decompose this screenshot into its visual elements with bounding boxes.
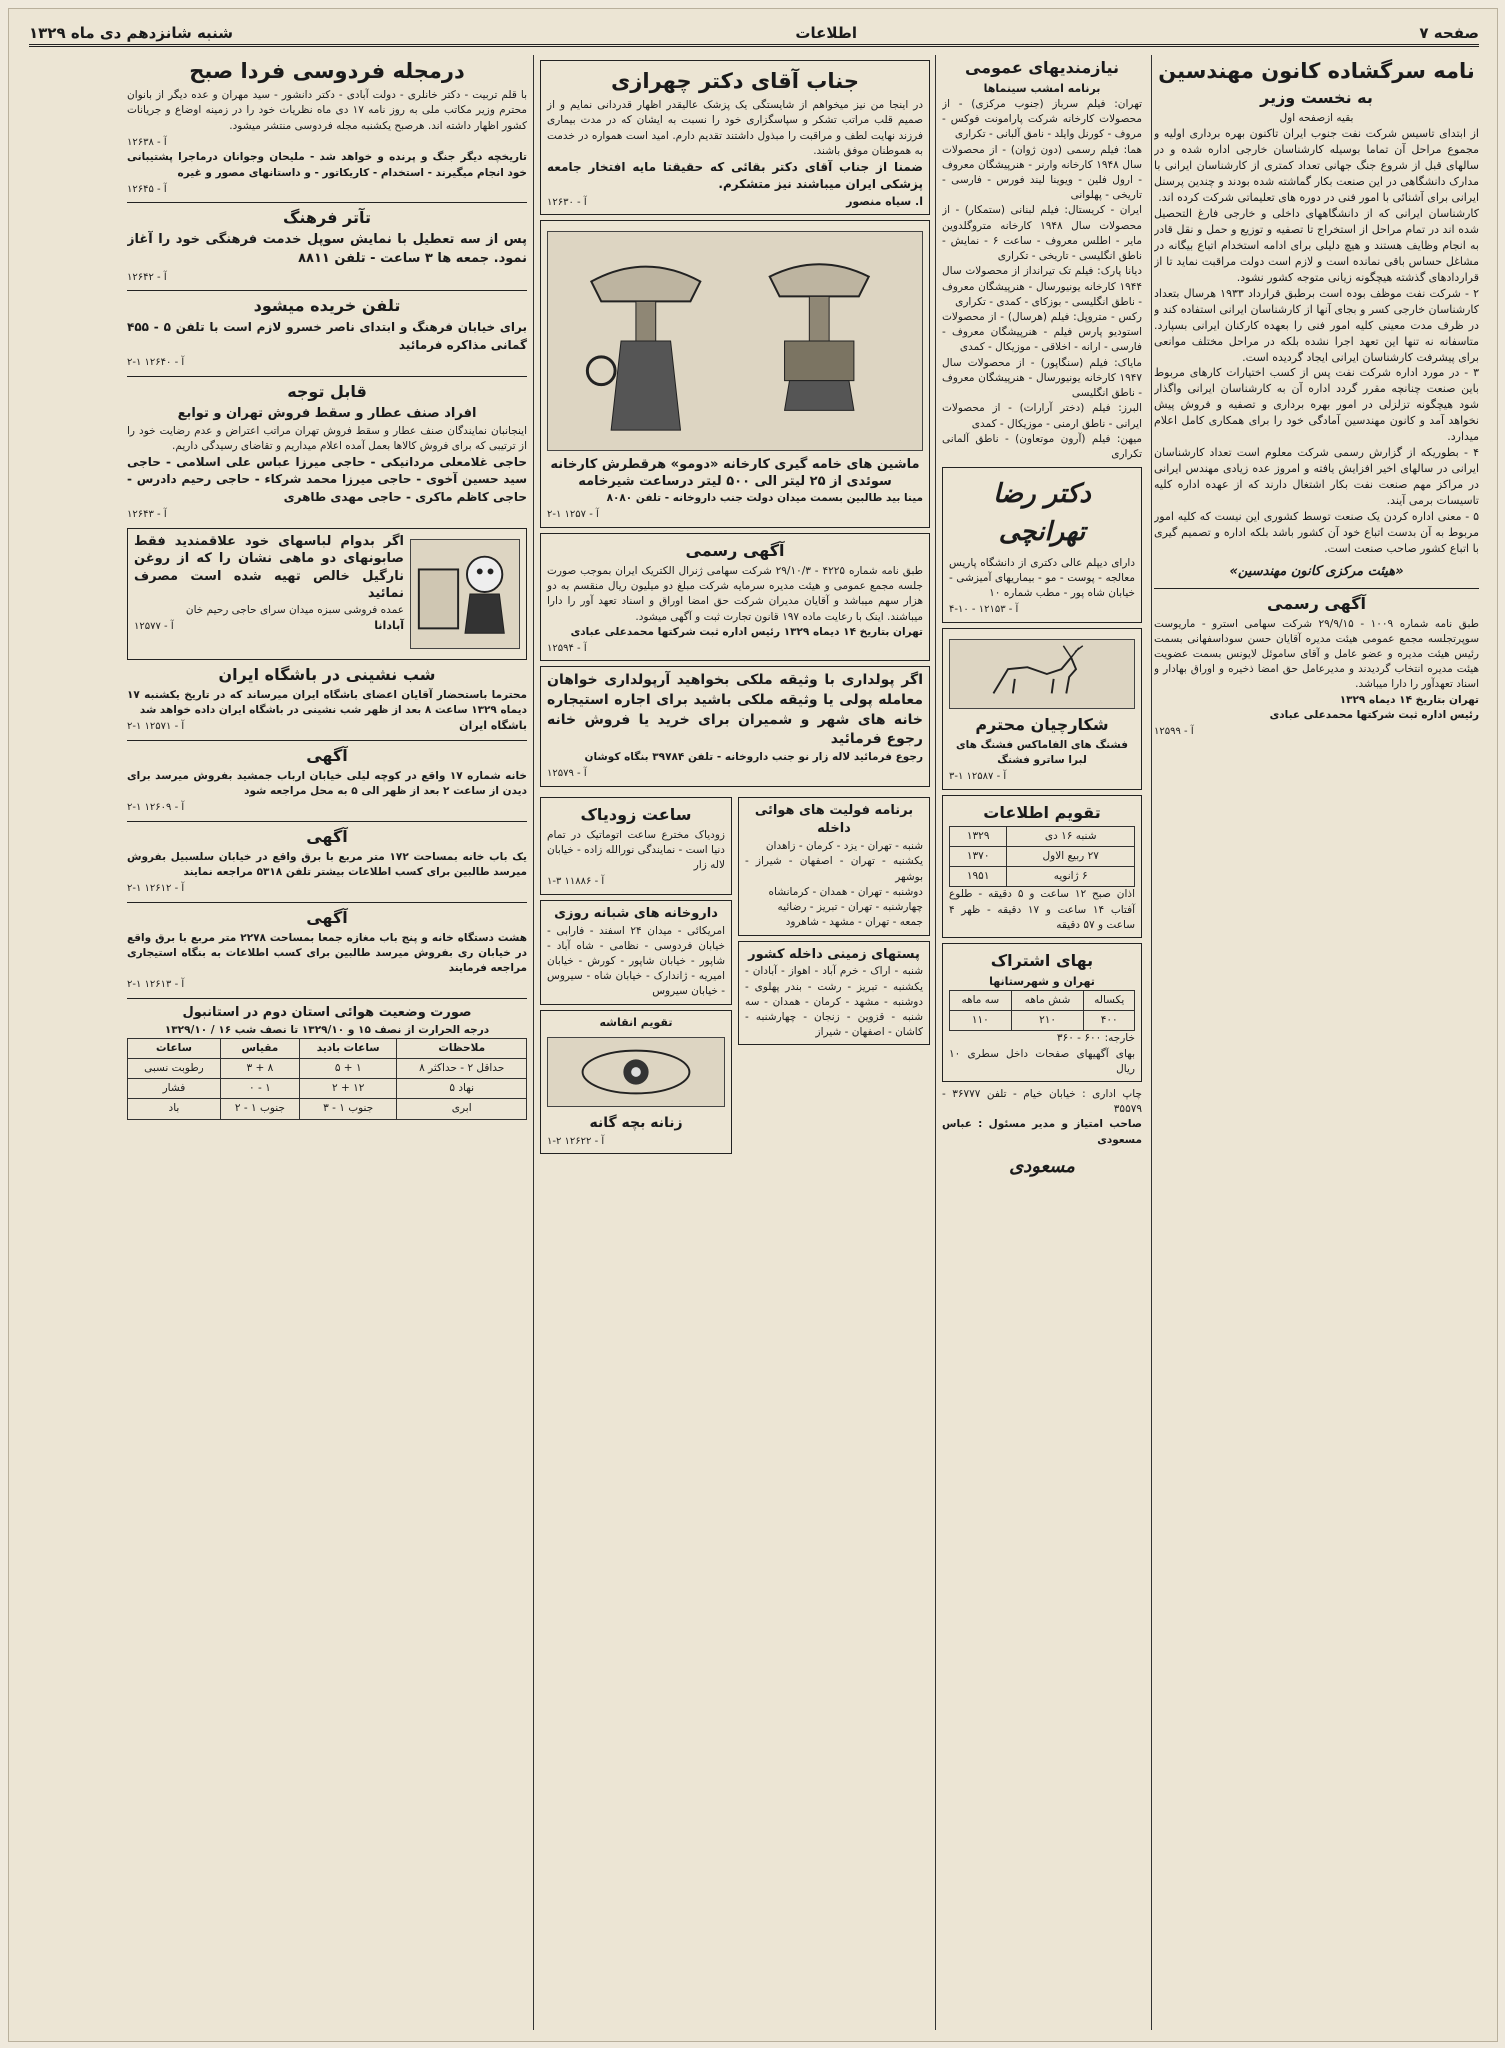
ad-reference: آ - ۱۲۱۵۳ - ۱۰-۴ <box>949 604 1019 616</box>
paragraph: کارشناسان ایرانی که از دانشگاههای داخلی و خارجی فارغ التحصیل شده اند در تمام مراحل از استخراج تا تصفیه و توزیع و حمل و نقل قادر به انجام وظایف هستند و هیچ دلیلی برای ادامه استخدام اتباع بیگانه در مشاغل حساس باقی نمانده است و لازم است دولت مراقبت نماید تا از قراردادهای گذشته هیچگونه زیانی متوجه کشور نشود. <box>1154 207 1479 284</box>
table-row <box>950 1011 1135 1031</box>
flight-row: دوشنبه - تهران - همدان - کرمانشاه <box>768 885 923 898</box>
signature: «هیئت مرکزی کانون مهندسین» <box>1229 563 1404 579</box>
ad-reference: آ - ۱۲۶۱۲ ۱-۲ <box>127 883 185 895</box>
post-box <box>738 941 930 1046</box>
table-cell: رطوبت نسبی <box>128 1058 221 1078</box>
ad-rate-note: بهای آگهیهای صفحات داخل سطری ۱۰ ریال <box>949 1047 1135 1075</box>
flights-box <box>738 797 930 936</box>
subscription-box <box>942 943 1142 1082</box>
eye-icon <box>548 1038 724 1106</box>
ad-reference: آ - ۱۲۶۲۲ ۲-۱ <box>547 1135 605 1147</box>
post-title: پستهای زمینی داخله کشور <box>748 946 920 962</box>
ad-reference: آ - ۱۲۶۳۸ <box>127 136 167 148</box>
soap-brand: آبادانا <box>374 619 404 633</box>
subscription-title: بهای اشتراک <box>990 950 1094 970</box>
divider <box>1154 588 1479 589</box>
ad-reference: آ - ۱۲۶۴۳ <box>127 509 167 521</box>
weather-subtitle: درجه الحرارت از نصف ۱۵ و ۱۳۲۹/۱۰ تا نصف شب ۱۶ / ۱۳۲۹/۱۰ <box>164 1023 490 1036</box>
table-row <box>950 826 1135 846</box>
eye-ad-title: تقویم انقاشه <box>599 1015 673 1029</box>
ad-reference: آ - ۱۲۵۸۷ ۱-۳ <box>949 771 1007 783</box>
pharmacy-box <box>540 900 732 1005</box>
notice-title: قابل توجه <box>287 381 367 401</box>
paragraph: از ابتدای تاسیس شرکت نفت جنوب ایران تاکنون بهره برداری اولیه و مجموع مراحل آن تماما بوسیله کارشناسان خارجی اداره شده و در سالهای قبل از شروع جنگ جهانی تعداد کمتری از کارشناسان ایرانی با مدارک دانشگاهی در این صنعت بکار گماشته شده بودند و چندین پرسنل ایرانی برای آشنائی با امور فنی در دوره های تعلیماتی شرکت کرده اند. <box>1154 127 1479 205</box>
flights-column <box>738 792 930 1160</box>
paragraph: ۲ - شرکت نفت موظف بوده است برطبق قرارداد ۱۹۳۳ هرسال بتعداد کارشناسان خارجی کسر و بجای آنها از کارشناسان ایرانی استفاده کند و در ظرف مدت معینی کلیه امور فنی را بعهده کارکنان ایرانی بسپارد. متاسفانه نه تنها این تعهد اجرا نشده بلکه در مراحل مختلف موانعی برای پیشرفت کارشناسان ایرانی ایجاد گردیده است. <box>1154 286 1479 364</box>
cinema-subtitle: برنامه امشب سینماها <box>983 82 1101 95</box>
cinema-listing: دیانا پارک: فیلم تک تیرانداز از محصولات سال ۱۹۴۴ کارخانه یونیورسال - هنرپیشگان معروف - ناطق انگلیسی - بوزکای - کمدی - تکراری <box>942 265 1142 308</box>
continuation-note: بقیه ازصفحه اول <box>1279 112 1354 125</box>
hunters-text: فشنگ های الفاماکس فشنگ های لبرا ساترو فشنگ <box>956 738 1128 766</box>
magazine-text-2: تاریخچه دیگر جنگ و پرنده و خواهد شد - ملیحان وجوانان درماجرا پشتیبانی خود انجام میگیرند - استخدام - کاریکاتور - و داستانهای مصور و غیره <box>127 151 527 179</box>
table-cell: ۴۰۰ <box>1084 1011 1135 1031</box>
table-cell: نهاد ۵ <box>397 1079 527 1099</box>
table-row <box>950 990 1135 1010</box>
table-cell: جنوب ۱ - ۳ <box>299 1099 396 1119</box>
divider <box>127 202 527 203</box>
calendar-box <box>942 795 1142 938</box>
calendar-title: تقویم اطلاعات <box>983 802 1101 822</box>
weather-table <box>127 1038 527 1120</box>
official-ad-text: طبق نامه شماره ۱۰۰۹ - ۲۹/۹/۱۵ شرکت سهامی استرو - ماریوست سوپرتجلسه مجمع عمومی هیئت مدیره آقایان حسن سوداسفهانی بسمت رئیس هیئت مدیره و عضو عامل و آقای ساموئل لایونس بسمت عضویت هیئت مدیره انتخاب گردیدند و مدیرعامل حق امضا ذخیره و اوراق بهادار و اسناد تعهدآور را دارا میباشد. <box>1154 617 1479 691</box>
table-header: ساعات بادید <box>299 1038 396 1058</box>
deer-icon <box>950 640 1134 708</box>
weather-title: صورت وضعیت هوائی استان دوم در استانبول <box>182 1004 472 1020</box>
newspaper-page <box>8 8 1498 2042</box>
table-header-row <box>128 1038 527 1058</box>
eye-ad-text: زنانه بچه گانه <box>589 1114 683 1131</box>
ad-reference: آ - ۱۲۵۹۴ <box>547 642 587 654</box>
table-cell: ۲۱۰ <box>1011 1011 1084 1031</box>
article-subtitle: به نخست وزیر <box>1260 88 1373 108</box>
notice-text: در اینجا من نیز میخواهم از شایستگی یک پزشک عالیقدر اظهار قدردانی نمایم و از صمیم قلب مراتب تشکر و سپاسگزاری خود را نسبت به ایشان که در مدت بیماری فرزند نهایت لطف و مراقبت را مبذول داشتند تقدیم دارم. امید است همواره در خدمت به هموطنان موفق باشند. <box>547 99 923 157</box>
table-cell: ۱ - ۰ <box>220 1079 299 1099</box>
official-ad <box>540 533 930 662</box>
pharmacy-text: امریکائی - میدان ۲۴ اسفند - فارابی - خیابان فردوسی - نظامی - شاه آباد - شاپور - خیابان شاپور - کورش - خیابان امیریه - ژاندارک - خیابان شاه - سیروس - خیابان سیروس <box>547 924 725 998</box>
notice-names: حاجی غلامعلی مردانیکی - حاجی میرزا عباس علی اسلامی - حاجی سید حسین آخوی - حاجی میرزا محمد شرکاء - حاجی رحیم دادرس - حاجی کاظم ماکری - حاجی مهدی طاهری <box>127 455 527 504</box>
flights-title: برنامه فولیت های هوائی داخله <box>754 802 914 837</box>
table-cell: جنوب ۱ - ۲ <box>220 1099 299 1119</box>
two-column-section <box>540 792 930 1160</box>
official-ad-signature: تهران بتاریخ ۱۴ دیماه ۱۳۲۹ رئیس اداره ثبت شرکتها محمدعلی عبادی <box>570 625 923 638</box>
table-row <box>128 1079 527 1099</box>
watch-text: زودیاک مخترع ساعت اتوماتیک در تمام دنیا است - نمایندگی نورالله زاده - خیابان لاله زار <box>547 828 725 871</box>
divider <box>127 902 527 903</box>
notice-footer <box>547 194 923 211</box>
post-text: شنبه - اراک - خرم آباد - اهواز - آبادان - یکشنبه - تبریز - رشت - بندر پهلوی - دوشنبه - مشهد - کرمان - همدان - سه شنبه - قزوین - زنجان - چهارشنبه - کاشان - اصفهان - شیراز <box>745 965 923 1039</box>
publisher-signature: مسعودی <box>1009 1155 1075 1177</box>
ad-title: آگهی <box>306 826 348 846</box>
theater-title: تآتر فرهنگ <box>283 208 371 228</box>
table-cell: ۱۲ + ۲ <box>299 1079 396 1099</box>
official-ad-registrar: رئیس اداره ثبت شرکتها محمدعلی عبادی <box>1269 708 1479 721</box>
flight-row: یکشنبه - تهران - اصفهان - شیراز - بوشهر <box>745 855 923 883</box>
publisher-manager: صاحب امتیاز و مدیر مسئول : عباس مسعودی <box>942 1118 1142 1146</box>
table-cell: ۱۳۷۰ <box>950 846 1007 866</box>
notice-text: اینجانبان نمایندگان صنف عطار و سقط فروش تهران مراتب اعتراض و عدم رضایت خود را از ترتیبی که برای فروش کالاها بعمل آمده اعلام میداریم و تقاضای رسیدگی داریم. <box>127 424 527 452</box>
notice-signature: ا. سیاه منصور <box>846 194 923 208</box>
table-header: مقیاس <box>220 1038 299 1058</box>
notice-heading: افراد صنف عطار و سقط فروش تهران و توابع <box>177 405 477 421</box>
public-needs-column <box>942 55 1142 2030</box>
table-row <box>128 1058 527 1078</box>
eye-illustration <box>547 1037 725 1107</box>
watch-pharmacy-column <box>540 792 732 1160</box>
real-estate-ad <box>540 666 930 786</box>
table-cell: شش ماهه <box>1011 990 1084 1010</box>
table-row <box>128 1099 527 1119</box>
table-cell: سه ماهه <box>950 990 1012 1010</box>
club-footer <box>127 718 527 735</box>
hunters-title: شکارچیان محترم <box>975 714 1109 734</box>
separator-machine-illustration <box>547 231 923 451</box>
watch-title: ساعت زودیاک <box>580 804 692 824</box>
divider <box>127 998 527 999</box>
paper-name: اطلاعات <box>795 23 858 42</box>
ad-reference: آ - ۱۲۶۴۵ <box>127 183 167 195</box>
column-divider <box>533 55 534 2030</box>
cinema-listing: البرز: فیلم (دختر آرارات) - از محصولات ایرانی - ناطق ارمنی - موزیکال - کمدی <box>942 402 1142 430</box>
prayer-times: اذان صبح ۱۲ ساعت و ۵ دقیقه - طلوع آفتاب ۱۴ ساعت و ۱۷ دقیقه - ظهر ۴ ساعت و ۵۷ دقیقه <box>949 888 1136 931</box>
official-ad-title: آگهی رسمی <box>685 540 785 560</box>
ad-reference: آ - ۱۲۵۷۹ <box>547 768 587 780</box>
official-ad-text: طبق نامه شماره ۴۲۲۵ - ۲۹/۱۰/۳ شرکت سهامی ژنرال الکتریک ایران بموجب صورت جلسه مجمع عمومی و هیئت مدیره سرمایه شرکت مبلغ دو میلیون ریال منقسم به دو هزار سهم میباشد و آقایان مدیران شرکت حق امضا اوراق و اسناد تعهد آور را دارا میباشند. اینک با رعایت ماده ۱۹۷ قانون تجارت ثبت و آگهی میشود. <box>547 564 924 623</box>
center-ads-column <box>540 55 930 2030</box>
flight-row: جمعه - تهران - مشهد - شاهرود <box>785 916 923 929</box>
official-ad-date: تهران بتاریخ ۱۴ دیماه ۱۳۲۹ <box>1339 693 1479 706</box>
article-title: نامه سرگشاده کانون مهندسین <box>1158 59 1475 83</box>
separator-ad <box>540 220 930 528</box>
ad-reference: آ - ۱۲۵۷۱ ۱-۲ <box>127 721 185 733</box>
page-number: صفحه ۷ <box>1419 23 1479 42</box>
hunters-ad <box>942 628 1142 790</box>
flight-row: چهارشنبه - تهران - تبریز - رضائیه <box>777 901 923 914</box>
ad-reference: آ - ۱۲۵۷۷ <box>134 621 174 633</box>
subscription-table <box>949 990 1135 1031</box>
magazine-text: با قلم تربیت - دکتر خانلری - دولت آبادی - دکتر دانشور - سید مهران و عده دیگر از بانوان محترم وزیر مکاتب ملی به روز نامه ۱۷ دی ماه نظریات خود را در زمینه اوضاع و جریانات کشور اظهار داشته اند. هرصبح یکشنبه مجله فردوسی منتشر میشود. <box>127 89 527 132</box>
table-cell: ۶ ژانویه <box>1007 867 1135 887</box>
ad-reference: آ - ۱۱۸۸۶ ۳-۱ <box>547 876 605 888</box>
doctor-name: دکتر رضا تهرانچی <box>993 479 1091 547</box>
table-cell: ابری <box>397 1099 527 1119</box>
notice-text-2: ضمنا از جناب آقای دکتر بقائی که حقیقتا مایه افتخار جامعه پزشکی ایران میباشند نیز متشکرم. <box>547 160 923 192</box>
ad-reference: آ - ۱۲۶۳۰ <box>547 196 587 208</box>
flight-row: شنبه - تهران - یزد - کرمان - زاهدان <box>765 840 923 853</box>
table-cell: حداقل ۲ - حداکثر ۸ <box>397 1058 527 1078</box>
cinema-listing: مایاک: فیلم (سنگاپور) - از محصولات سال ۱۹۴۷ کارخانه یونیورسال - هنرپیشگان معروف - ناطق انگلیسی <box>942 356 1142 400</box>
phone-title: تلفن خریده میشود <box>253 296 401 316</box>
cinema-listing: میهن: فیلم (آرون موتعاون) - ناطق آلمانی تکراری <box>942 432 1142 460</box>
subscription-region: تهران و شهرستانها <box>989 974 1095 988</box>
ad-reference: آ - ۱۲۶۱۳ ۱-۲ <box>127 979 185 991</box>
ad-reference: آ - ۱۲۵۹۹ <box>1154 726 1194 738</box>
ad-reference: آ - ۱۲۵۷ ۱-۲ <box>547 509 599 521</box>
real-estate-text: اگر پولداری با وثیقه ملکی بخواهید آرپولداری خواهان معامله پولی یا وثیقه ملکی باشید برای اجاره استیجاره خانه های شهر و شمیران برای خرید یا فروش خانه رجوع فرمائید <box>547 672 923 748</box>
pharmacy-title: داروخانه های شبانه روزی <box>554 905 718 921</box>
issue-date: شنبه شانزدهم دی ماه ۱۳۲۹ <box>29 23 234 42</box>
cream-separator-icon <box>548 232 922 450</box>
ad-title: آگهی <box>306 745 348 765</box>
watch-box <box>540 797 732 895</box>
table-cell: ۲۷ ربیع الاول <box>1007 846 1135 866</box>
club-text: محترما باستحضار آقایان اعضای باشگاه ایران میرساند که در تاریخ یکشنبه ۱۷ دیماه ۱۳۲۹ ساعت ۸ بعد از ظهر شب نشینی در باشگاه ایران داده خواهد شد <box>127 688 527 716</box>
table-header: ساعات <box>128 1038 221 1058</box>
ad-text: هشت دستگاه خانه و پنج باب مغازه جمعا بمساحت ۲۲۷۸ متر مربع با برق واقع در خیابان ری بفروش میرسد طالبین برای کسب اطلاعات به بنگاه استیجاری مراجعه فرمایند <box>127 931 527 974</box>
left-ads-column <box>127 55 527 2030</box>
soap-address: عمده فروشی سبزه میدان سرای حاجی رحیم خان <box>185 603 404 616</box>
club-signature: باشگاه ایران <box>459 719 527 733</box>
table-cell: ۱۹۵۱ <box>950 867 1007 887</box>
divider <box>127 290 527 291</box>
paragraph: ۵ - معنی اداره کردن یک صنعت توسط کشوری این نیست که کلیه امور مربوط به آن بدست اتباع خود آن کشور باشد بلکه اداره و تصمیم گیری با اتباع کشور صاحب صنعت است. <box>1154 509 1479 555</box>
paragraph: ۴ - بطوریکه از گزارش رسمی شرکت معلوم است تعداد کارشناسان ایرانی در سالهای اخیر افزایش یافته و امروز عده زیادی مهندس ایرانی در مراکز مهم صنعت نفت بکار اشتغال دارند که از عهده اداره کلیه تاسیسات برمی آیند. <box>1154 446 1479 507</box>
mascot-icon <box>411 540 519 648</box>
column-divider <box>1151 55 1152 2030</box>
soap-text-block <box>134 533 404 655</box>
table-cell: یکساله <box>1084 990 1135 1010</box>
doctor-text: دارای دیپلم عالی دکتری از دانشگاه پاریس معالجه - پوست - مو - بیماریهای آمیزشی - خیابان شاه پور - مطب شماره ۱۰ <box>949 556 1135 599</box>
soap-footer <box>134 618 404 635</box>
table-cell: ۸ + ۳ <box>220 1058 299 1078</box>
table-cell: ۱ + ۵ <box>299 1058 396 1078</box>
divider <box>127 821 527 822</box>
table-cell: شنبه ۱۶ دی <box>1007 826 1135 846</box>
article-engineers-letter <box>1154 55 1479 2030</box>
club-title: شب نشینی در باشگاه ایران <box>218 664 436 684</box>
table-cell: ۱۳۲۹ <box>950 826 1007 846</box>
soap-ad <box>127 528 527 660</box>
subscription-foreign: خارجه: ۶۰۰ - ۳۶۰ <box>1056 1032 1135 1045</box>
calendar-table <box>949 826 1135 888</box>
ad-reference: آ - ۱۲۶۰۹ ۱-۲ <box>127 802 185 814</box>
divider <box>127 740 527 741</box>
page-header <box>29 21 1479 47</box>
soap-text: اگر بدوام لباسهای خود علاقمندید فقط صابونهای دو ماهی نشان را که از روغن نارگیل خالص تهیه شده است مصرف نمائید <box>134 533 404 602</box>
paragraph: ۳ - در مورد اداره شرکت نفت پس از کسب اختیارات کارهای مربوط باین صنعت چنانچه مقرر گردد اداره آن به کارشناسان ایرانی واگذار شود هیچگونه تزلزلی در امور بهره برداری و تصفیه و فروش پیش نخواهد آمد و کانون مهندسین آمادگی خود را برای همکاری کامل اعلام میدارد. <box>1154 366 1479 444</box>
ad-reference: آ - ۱۲۶۴۲ <box>127 271 167 283</box>
deer-illustration <box>949 639 1135 709</box>
ad-text: خانه شماره ۱۷ واقع در کوچه لیلی خیابان ارباب جمشید بفروش میرسد برای دیدن از ساعت ۲ بعد از ظهر الی ۵ به محل مراجعه شود <box>127 769 527 797</box>
divider <box>127 376 527 377</box>
magazine-title: درمجله فردوسی فردا صبح <box>189 59 465 83</box>
soap-illustration <box>410 539 520 649</box>
column-divider <box>935 55 936 2030</box>
theater-text: پس از سه تعطیل با نمایش سوپل خدمت فرهنگی خود را آغاز نمود. جمعه ها ۳ ساعت - تلفن ۸۸۱۱ <box>127 232 527 267</box>
official-ad-title: آگهی رسمی <box>1267 593 1366 613</box>
separator-address: مینا بید طالبین بسمت میدان دولت جنب داروخانه - تلفن ۸۰۸۰ <box>606 492 923 505</box>
phone-text: برای خیابان فرهنگ و ابتدای ناصر خسرو لازم است با تلفن ۵ - ۴۵۵ گمانی مذاکره فرمائید <box>127 320 527 352</box>
separator-caption: ماشین های خامه گیری کارخانه «دومو» هرقطرش کارخانه سوئدی از ۲۵ لیتر الی ۵۰۰ لیتر درساعت شیرخامه <box>550 457 920 490</box>
table-row <box>950 867 1135 887</box>
cinema-listing: تهران: فیلم سرباز (جنوب مرکزی) - از محصولات کارخانه شرکت پارامونت فوکس - مروف - کورنل وایلد - نامق آلبانی - تکراری <box>942 97 1142 141</box>
table-cell: ۱۱۰ <box>950 1011 1012 1031</box>
notice-title: جناب آقای دکتر چهرازی <box>611 69 859 93</box>
eye-ad <box>540 1010 732 1155</box>
cinema-listing: ایران - کریستال: فیلم لبنانی (ستمکار) - از محصولات سال ۱۹۴۸ کارخانه متروگلدوین مایر - اطلس معروف - ساعت ۶ - نمایش - ناطق انگلیسی - تاریخی - تکراری <box>942 204 1142 263</box>
publisher-address: چاپ اداری : خیابان خیام - تلفن ۳۶۷۷۷ - ۳۵۵۷۹ <box>942 1088 1142 1116</box>
real-estate-address: رجوع فرمائید لاله زار نو جنب داروخانه - تلفن ۳۹۷۸۴ بنگاه کوشان <box>584 750 923 763</box>
cinema-listing: رکس - متروپل: فیلم (هرسال) - از محصولات استودیو پارس فیلم - هنرپیشگان معروف - فارسی - ارانه - اخلاقی - موزیکال - کمدی <box>942 311 1142 354</box>
cinema-listing: هما: فیلم رسمی (دون ژوان) - از محصولات سال ۱۹۴۸ کارخانه وارنر - هنرپیشگان معروف - ارول فلین - ویوینا لیند فورس - فارسی - تاریخی - پهلوانی <box>942 143 1142 202</box>
ad-reference: آ - ۱۲۶۴۰ ۱-۲ <box>127 357 185 369</box>
ad-text: یک باب خانه بمساحت ۱۷۲ متر مربع با برق واقع در خیابان سلسبیل بفروش میرسد طالبین برای کسب اطلاعات بیشتر تلفن ۵۳۱۸ مراجعه نمایند <box>127 850 527 878</box>
table-header: ملاحظات <box>397 1038 527 1058</box>
table-cell: فشار <box>128 1079 221 1099</box>
thanks-notice <box>540 60 930 215</box>
table-row <box>950 846 1135 866</box>
doctor-ad <box>942 467 1142 623</box>
table-cell: باد <box>128 1099 221 1119</box>
ad-title: آگهی <box>306 907 348 927</box>
column-title: نیازمندیهای عمومی <box>964 58 1120 77</box>
